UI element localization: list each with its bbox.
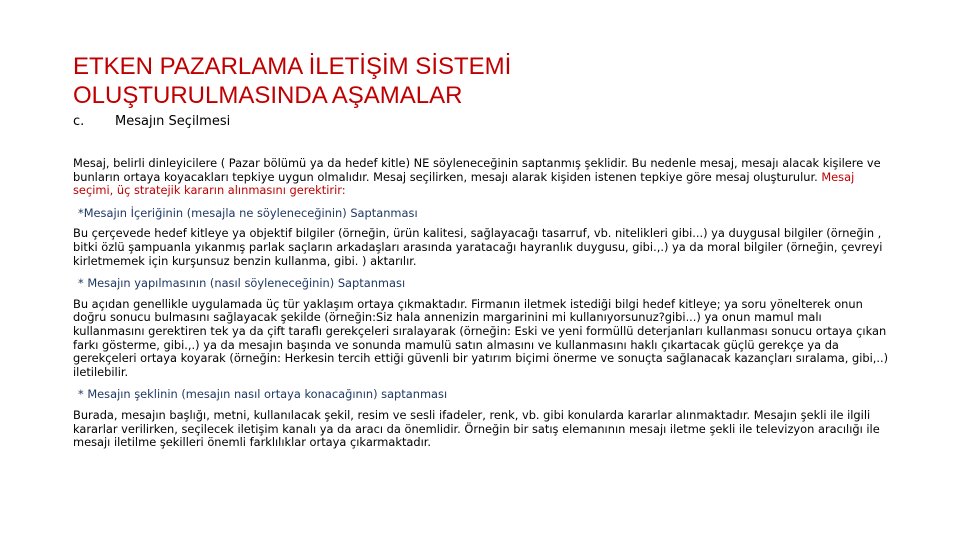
title-line-1: ETKEN PAZARLAMA İLETİŞİM SİSTEMİ [73,53,512,80]
paragraph-format: Burada, mesajın başlığı, metni, kullanılacak şekil, resim ve sesli ifadeler, renk, vb. gibi konularda kararlar alınmaktadır. Mesajın şekli ile ilgili kararlar verilirken, seçilecek iletişim kanalı ya da aracı da önemlidir. Örneğin bir satış elemanının mesajı iletme şekli ile televizyon aracılığı ile mesajı iletilme şekilleri önemli farklılıklar ortaya çıkarmaktadır. [73,407,880,450]
section-heading [73,114,230,130]
section-letter: c. [73,114,85,129]
page-title [73,52,913,110]
title-line-2: OLUŞTURULMASINDA AŞAMALAR [73,82,463,109]
body-text [73,157,891,459]
paragraph-intro-highlight: Mesaj seçimi, üç stratejik kararın alınmasını gerektirir: [73,169,855,198]
subheading-content: *Mesajın İçeriğinin (mesajla ne söyleneceğinin) Saptanması [78,205,418,220]
section-label: Mesajın Seçilmesi [115,114,231,129]
subheading-format: * Mesajın şeklinin (mesajın nasıl ortaya konacağının) saptanması [78,387,448,402]
subheading-structure: * Mesajın yapılmasının (nasıl söyleneceğinin) Saptanması [78,276,406,291]
paragraph-intro [73,157,891,198]
paragraph-content: Bu çerçevede hedef kitleye ya objektif bilgiler (örneğin, ürün kalitesi, sağlayacağı tasarruf, vb. nitelikleri gibi...) ya duygusal bilgiler (örneğin , bitki özlü şampuanla yıkanmış parlak saçların arkadaşları arasında yaratacağı hayranlık duygusu, gibi.,.) ya da moral bilgiler (örneğin, çevreyi kirletmemek için kurşunsuz benzin kullanma, gibi. ) aktarılır. [73,226,883,268]
paragraph-intro-text: Mesaj, belirli dinleyicilere ( Pazar bölümü ya da hedef kitle) NE söyleneceğinin saptanmış şeklidir. Bu nedenle mesaj, mesajı alacak kişilere ve bunların ortaya koyacakları tepkiye uygun olmalıdır. Mesaj seçilirken, mesajı alarak kişiden istenen tepkiye göre mesaj oluşturulur. [73,156,881,184]
paragraph-structure: Bu açıdan genellikle uygulamada üç tür yaklaşım ortaya çıkmaktadır. Firmanın iletmek istediği bilgi hedef kitleye; ya soru yönelterek onun doğru sonucu bulmasını sağlayacak şekilde (örneğin:Siz hala annenizin margarinini mi kullanıyorsunuz?gibi...) ya onun mamul malı kullanmasını gerektiren tek ya da çift taraflı gerekçeleri sıralayarak (örneğin: Eski ve yeni formüllü deterjanları kullanması sonucu ortaya çıkan farkı gösterme, gibi.,.) ya da mesajın başında ve sonunda mamulü satın almasını ve kullanmasını haklı çıkartacak güçlü gerekçe ya da gerekçeleri ortaya koyarak (örneğin: Herkesin tercih ettiği güvenli bir yatırım biçimi önerme ve sonuçta sağlanacak kazançları sıralama, gibi,..) iletilebilir. [73,296,889,379]
